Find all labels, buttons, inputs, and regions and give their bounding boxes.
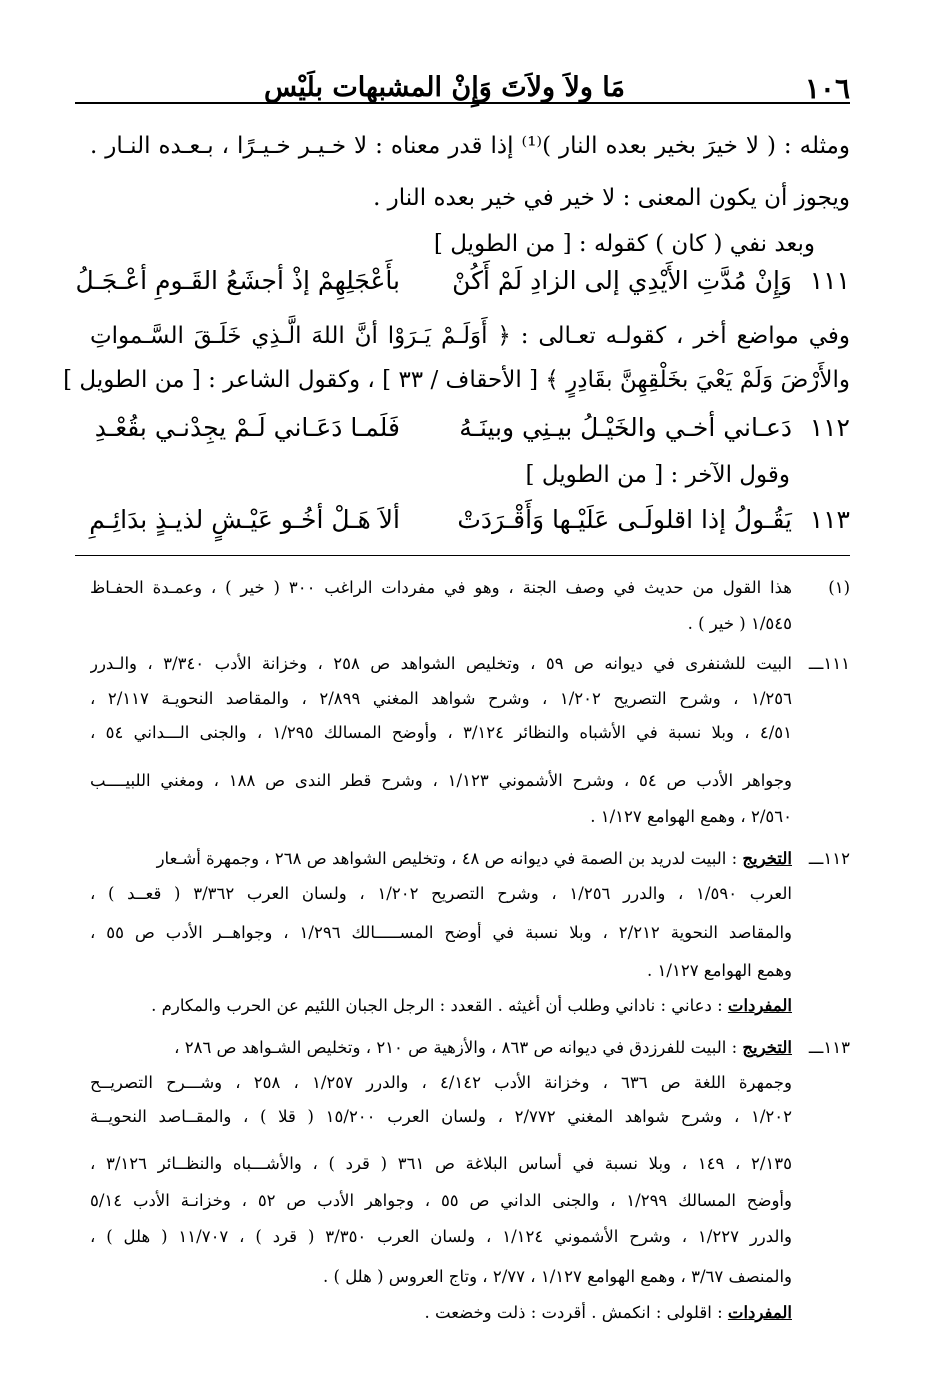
footnote-line: ٢/١٣٥ ، ١٤٩ ، وبلا نسبة في أساس البلاغة ص ٣٦١ ( قرد ) ، والأشـــباه والنظــائر ٣/١٢٦ ، [90,1154,792,1173]
verse-112 [90,413,850,457]
text-line-4: وفي مواضع أخر ، كقولـه تعـالى : ﴿ أَوَلَـمْ يَـرَوْا أنَّ اللهَ الَّـذِي خَلَـقَ السَّـمواتِ [90,323,850,349]
takhrij-label: التخريج [742,849,792,868]
footnote-112 [90,848,850,872]
text-line-3: وبعد نفي ( كان ) كقوله : [ من الطويل ] [433,231,815,257]
footnote-line: وأوضح المسالك ١/٢٩٩ ، والجنى الداني ص ٥٥ ، وجواهر الأدب ص ٥٢ ، وخزانـة الأدب ٥/١٤ [90,1191,792,1210]
footnote-1 [90,577,850,601]
footnote-line: العرب ١/٥٩٠ ، والدرر ١/٢٥٦ ، وشرح التصريح ١/٢٠٢ ، ولسان العرب ٣/٣٦٢ ( قعــد ) ، [90,884,792,903]
footnote-line: والمقاصد النحوية ٢/٢١٢ ، وبلا نسبة في أوضح المســـــالك ١/٢٩٦ ، وجواهــر الأدب ص ٥٥ ، [90,923,792,942]
footnote-line: ٢/٥٦٠ ، وهمع الهوامع ١/١٢٧ . [590,807,792,826]
footnote-separator [75,555,850,556]
footnote-line: وجمهرة اللغة ص ٦٣٦ ، وخزانة الأدب ٤/١٤٢ ، والدرر ١/٢٥٧ ، ٢٥٨ ، وشـــرح التصريــح [90,1073,792,1092]
footnote-line: والمنصف ٣/٦٧ ، وهمع الهوامع ١/١٢٧ ، ٢/٧٧ ، وتاج العروس ( هلل ) . [323,1267,792,1286]
verse-first-hemistich: وَإِنْ مُدَّتِ الأَيْدِي إلى الزادِ لَمْ أَكُنْ [452,266,792,295]
footnote-111 [90,653,850,677]
vocab-label: المفردات [727,1303,792,1322]
footnote-line: وجواهر الأدب ص ٥٤ ، وشرح الأشموني ١/١٢٣ ، وشرح قطر الندى ص ١٨٨ ، ومغني اللبيــــب [90,771,792,790]
running-title: مَا ولاَ ولاَتَ وَإِنْ المشبهات بلَيْس [263,72,625,103]
footnote-line: وهمع الهوامع ١/١٢٧ . [647,961,792,980]
verse-second-hemistich: فَلَمـا دَعَـاني لَـمْ يجِدْنـي بقُعْـدِ [94,413,400,442]
footnote-number: ١١١ـــ [808,654,850,673]
footnote-line [90,1037,792,1059]
footnote-vocab [90,1302,792,1324]
verse-number: ١١١ [809,266,850,295]
footnote-line: ١/٢٠٢ ، وشرح شواهد المغني ٢/٧٧٢ ، ولسان العرب ١٥/٢٠٠ ( قلا ) ، والمقــاصد النحويــة [90,1107,792,1126]
vocab-text: : دعاني : ناداني وطلب أن أغيثه . القعدد : الرجل الجبان اللئيم عن الحرب والمكارم . [151,996,723,1015]
verse-second-hemistich: بأَعْجَلِهِمْ إذْ أجشَعُ القَـومِ أعْـجَـلُ [75,266,400,295]
verse-number: ١١٣ [809,505,850,534]
footnote-line: ٤/٥١ ، وبلا نسبة في الأشباه والنظائر ٣/١٢٤ ، وأوضح المسالك ١/٢٩٥ ، والجنى الـــداني ٥٤ ، [90,723,792,742]
text-line-1: ومثله : ( لا خيرَ بخير بعده النار )⁽¹⁾ إذا قدر معناه : لا خـيـر خـيـرًا ، بـعـده النـار . [90,133,850,159]
header-rule [75,102,850,104]
footnote-line: والدرر ١/٢٢٧ ، وشرح الأشموني ١/١٢٤ ، ولسان العرب ٣/٣٥٠ ( قرد ) ، ١١/٧٠٧ ( هلل ) ، [90,1227,792,1246]
page-number: ١٠٦ [804,72,850,105]
takhrij-label: التخريج [742,1038,792,1057]
verse-first-hemistich: دَعـاني أخـي والخَيْـلُ بيـنِي وبينَـهُ [459,413,792,442]
footnote-line [90,848,792,870]
verse-111 [75,266,850,310]
footnote-line: ١/٥٤٥ ( خير ) . [687,614,792,633]
verse-first-hemistich: يَقُـولُ إذا اقلولَـى عَلَيْـها وَأَقْـرَدَتْ [457,505,792,534]
footnote-number: (١) [828,578,850,597]
text-line-5: والأَرْضَ وَلَمْ يَعْيَ بخَلْقِهِنَّ بقَادِرٍ ﴾ [ الأحقاف / ٣٣ ] ، وكقول الشاعر : [ من الطويل ] [63,367,850,393]
footnote-text: : البيت لدريد بن الصمة في ديوانه ص ٤٨ ، وتخليص الشواهد ص ٢٦٨ ، وجمهرة أشـعار [156,849,738,868]
footnote-line: البيت للشنفرى في ديوانه ص ٥٩ ، وتخليص الشواهد ص ٢٥٨ ، وخزانة الأدب ٣/٣٤٠ ، والـدرر [90,654,792,673]
footnote-text: : البيت للفرزدق في ديوانه ص ٨٦٣ ، والأزهية ص ٢١٠ ، وتخليص الشـواهد ص ٢٨٦ ، [174,1038,738,1057]
text-line-6: وقول الآخر : [ من الطويل ] [525,462,790,488]
verse-second-hemistich: ألاَ هَـلْ أخُـو عَيْـشٍ لذيـذٍ بدَائِـمِ [89,505,400,534]
footnote-line: ١/٢٥٦ ، وشرح التصريح ١/٢٠٢ ، وشرح شواهد المغني ٢/٨٩٩ ، والمقاصد النحويـة ٢/١١٧ ، [90,689,792,708]
footnote-number: ١١٢ـــ [808,849,850,868]
verse-number: ١١٢ [809,413,850,442]
vocab-text: : اقلولى : انكمش . أقردت : ذلت وخضعت . [424,1303,723,1322]
footnote-113 [90,1037,850,1061]
verse-113 [90,505,850,549]
text-line-2: ويجوز أن يكون المعنى : لا خير في خير بعده النار . [373,185,850,211]
vocab-label: المفردات [727,996,792,1015]
footnote-line: هذا القول من حديث في وصف الجنة ، وهو في مفردات الراغب ٣٠٠ ( خير ) ، وعمـدة الحفـاظ [90,578,792,597]
footnote-number: ١١٣ـــ [808,1038,850,1057]
footnote-vocab [90,995,792,1017]
